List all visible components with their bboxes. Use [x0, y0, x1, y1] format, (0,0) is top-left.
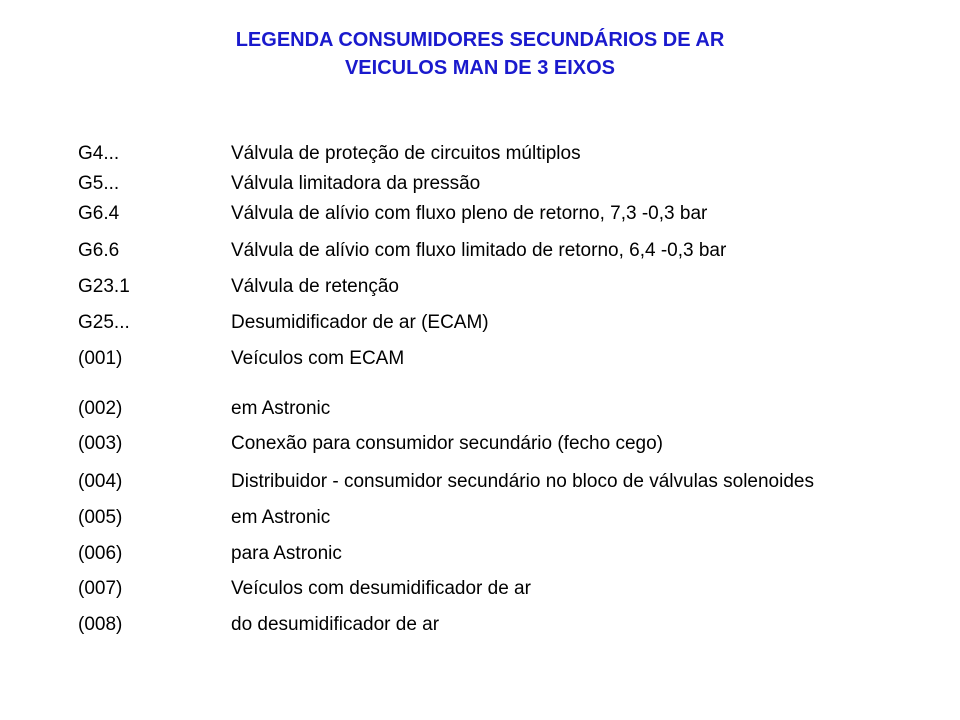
legend-description: do desumidificador de ar [231, 614, 440, 635]
legend-description: Veículos com ECAM [231, 348, 405, 369]
legend-row [78, 543, 938, 567]
legend-description: em Astronic [231, 507, 331, 528]
legend-code: (003) [78, 433, 123, 454]
legend-description: para Astronic [231, 543, 342, 564]
legend-row [78, 471, 938, 495]
legend-row [78, 203, 938, 227]
legend-description: Desumidificador de ar (ECAM) [231, 312, 489, 333]
legend-row [78, 348, 938, 372]
legend-row [78, 398, 938, 422]
legend-code: G23.1 [78, 276, 130, 297]
legend-description: Distribuidor - consumidor secundário no bloco de válvulas solenoides [231, 471, 814, 492]
legend-code: G5... [78, 173, 120, 194]
legend-code: (002) [78, 398, 123, 419]
legend-code: (005) [78, 507, 123, 528]
legend-code: (004) [78, 471, 123, 492]
legend-row [78, 143, 938, 167]
legend-row [78, 433, 938, 457]
legend-code: (007) [78, 578, 123, 599]
legend-description: Válvula de alívio com fluxo pleno de retorno, 7,3 -0,3 bar [231, 203, 708, 224]
legend-code: G6.6 [78, 240, 120, 261]
legend-code: (006) [78, 543, 123, 564]
legend-row [78, 578, 938, 602]
legend-description: Válvula limitadora da pressão [231, 173, 481, 194]
legend-row [78, 276, 938, 300]
legend-code: (008) [78, 614, 123, 635]
title-line-1: LEGENDA CONSUMIDORES SECUNDÁRIOS DE AR [235, 29, 725, 51]
legend-code: G25... [78, 312, 130, 333]
legend-row [78, 240, 938, 264]
legend-description: em Astronic [231, 398, 331, 419]
legend-description: Válvula de alívio com fluxo limitado de retorno, 6,4 -0,3 bar [231, 240, 727, 261]
title-block [0, 26, 960, 82]
legend-code: G6.4 [78, 203, 120, 224]
legend-description: Válvula de proteção de circuitos múltiplos [231, 143, 581, 164]
legend-description: Conexão para consumidor secundário (fecho cego) [231, 433, 663, 454]
legend-code: G4... [78, 143, 120, 164]
legend-row [78, 614, 938, 638]
legend-description: Veículos com desumidificador de ar [231, 578, 531, 599]
legend-row [78, 173, 938, 197]
legend-description: Válvula de retenção [231, 276, 399, 297]
legend-row [78, 312, 938, 336]
legend-row [78, 507, 938, 531]
legend-code: (001) [78, 348, 123, 369]
title-line-2: VEICULOS MAN DE 3 EIXOS [344, 57, 616, 79]
